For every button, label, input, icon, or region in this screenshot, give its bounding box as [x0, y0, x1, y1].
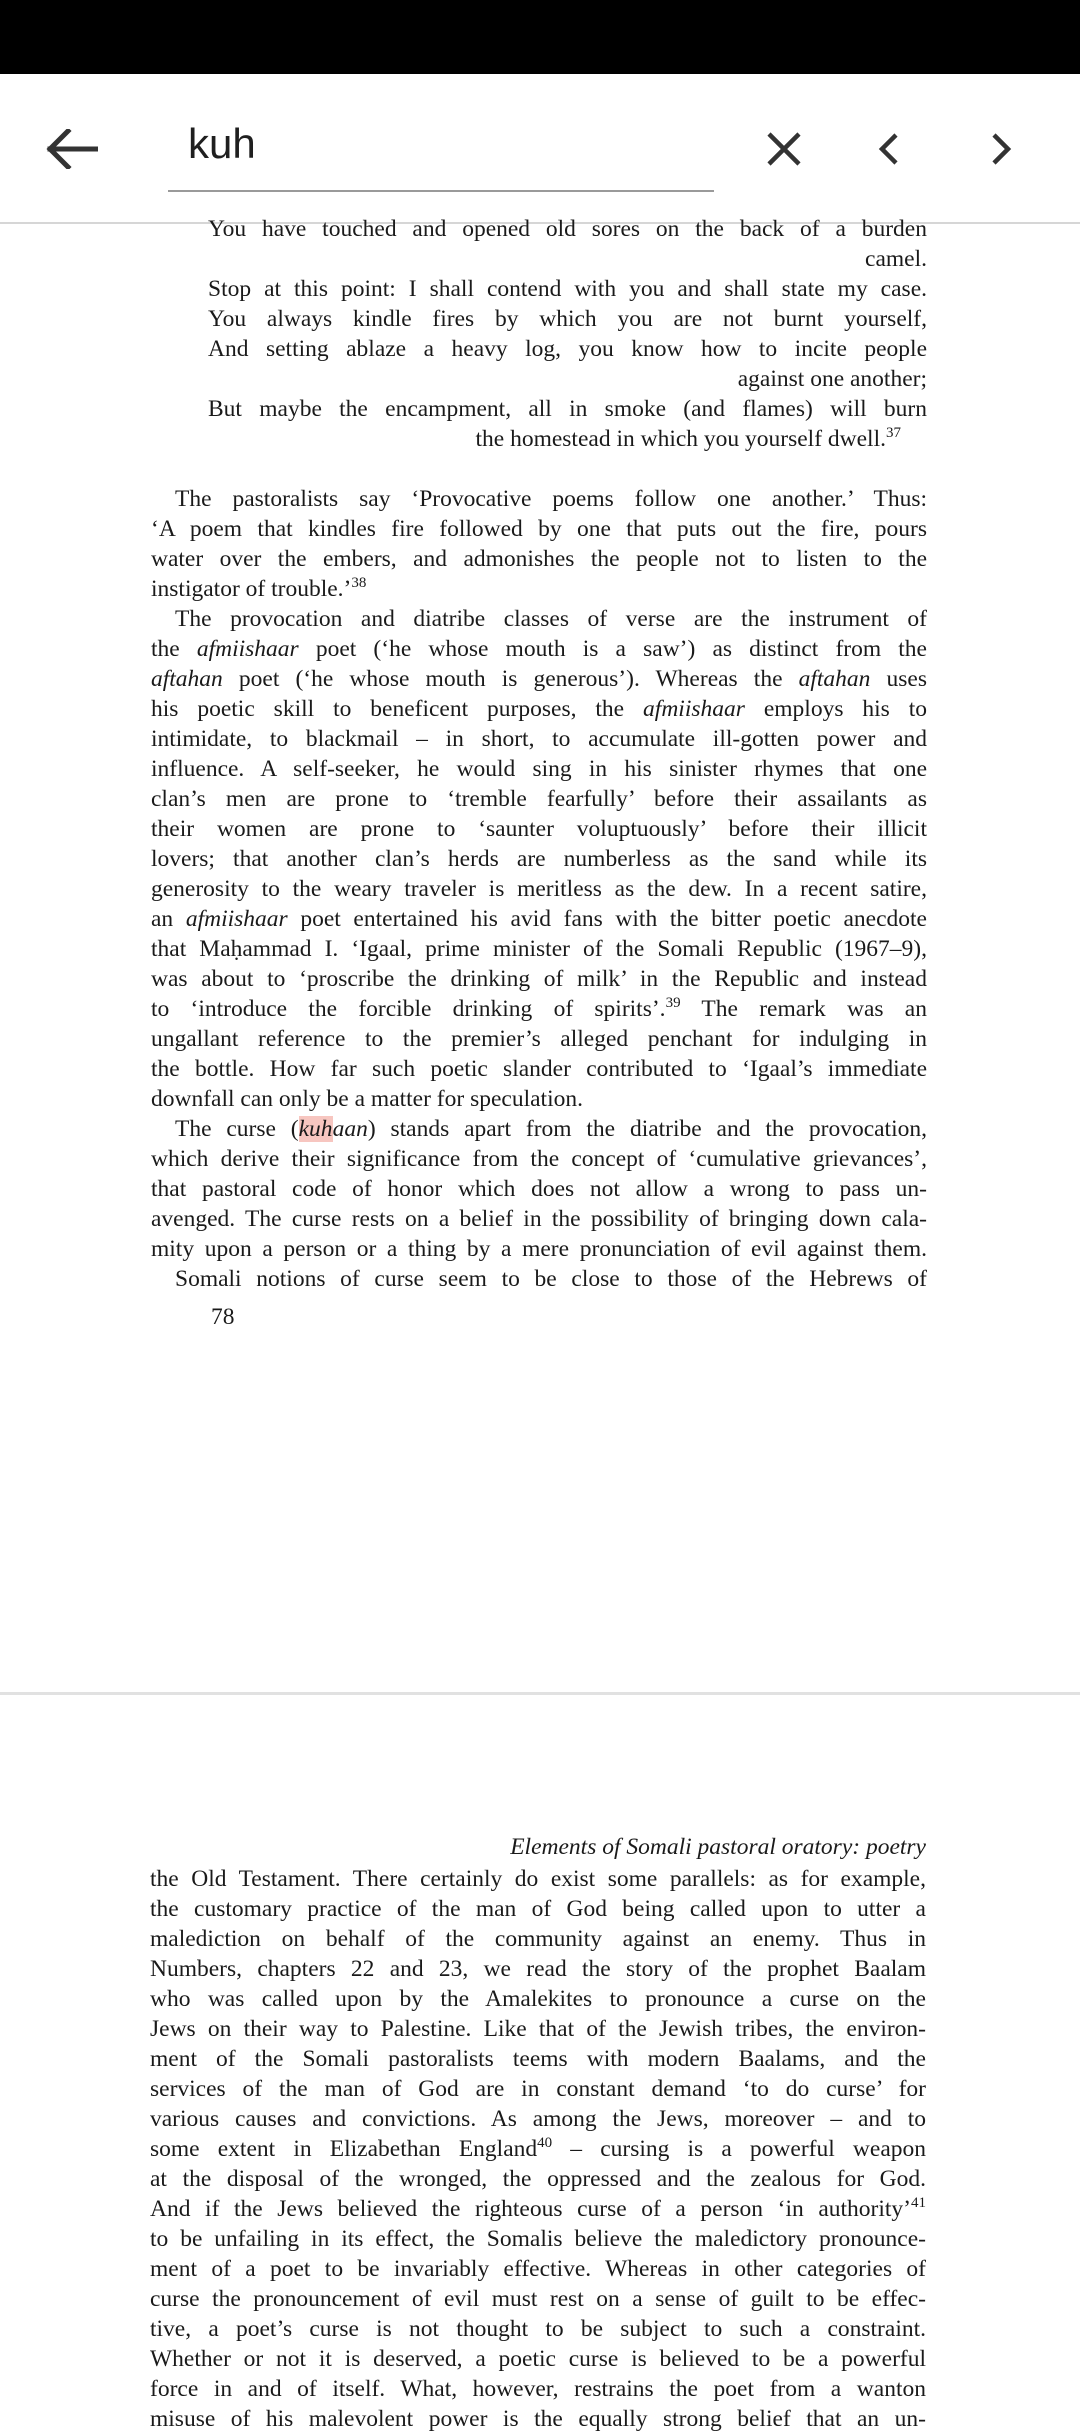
- text-line: tive, a poet’s curse is not thought to be subject to such a constraint.: [150, 2316, 926, 2342]
- text-line: Somali notions of curse seem to be close to those of the Hebrews of: [175, 1266, 927, 1292]
- text-line: Numbers, chapters 22 and 23, we read the story of the prophet Baalam: [150, 1956, 926, 1982]
- italic-term: aftahan: [798, 666, 871, 692]
- text-line: [150, 2194, 926, 2224]
- text-line: their women are prone to ‘saunter voluptuously’ before their illicit: [151, 816, 927, 842]
- text-line: avenged. The curse rests on a belief in the possibility of bringing down cala-: [151, 1206, 927, 1232]
- footnote-ref[interactable]: 41: [911, 2195, 926, 2212]
- text-line: who was called upon by the Amalekites to pronounce a curse on the: [150, 1986, 926, 2012]
- text-span: poet (‘he whose mouth is a saw’) as distinct from the: [298, 636, 927, 662]
- text-line: The pastoralists say ‘Provocative poems follow one another.’ Thus:: [175, 486, 927, 512]
- text-line: The provocation and diatribe classes of verse are the instrument of: [175, 606, 927, 632]
- arrow-left-icon: [46, 129, 98, 169]
- footnote-ref[interactable]: 40: [537, 2135, 553, 2152]
- text-line: mity upon a person or a thing by a mere pronunciation of evil against them.: [151, 1236, 927, 1262]
- italic-term: afmiishaar: [196, 636, 299, 662]
- text-line: [151, 664, 927, 694]
- text-span: poet entertained his avid fans with the bitter poetic anecdote: [287, 906, 927, 932]
- previous-result-button[interactable]: [854, 114, 924, 184]
- page-number: 78: [211, 1304, 235, 1330]
- text-span: And if the Jews believed the righteous curse of a person ‘in authority’: [150, 2196, 911, 2222]
- verse-line: Stop at this point: I shall contend with you and shall state my case.: [208, 276, 927, 302]
- text-span: The remark was an: [680, 996, 927, 1022]
- search-field: [168, 104, 714, 192]
- text-span: The curse (: [175, 1116, 299, 1142]
- text-line: the Old Testament. There certainly do exist some parallels: as for example,: [150, 1866, 926, 1892]
- chevron-left-icon: [878, 133, 900, 165]
- text-line: the bottle. How far such poetic slander contributed to ‘Igaal’s immediate: [151, 1056, 927, 1082]
- text-span: instigator of trouble.’: [151, 576, 352, 602]
- italic-term: afmiishaar: [643, 696, 745, 722]
- text-line: services of the man of God are in constant demand ‘to do curse’ for: [150, 2076, 926, 2102]
- verse-line: You have touched and opened old sores on the back of a burden: [208, 216, 927, 242]
- verse-line: But maybe the encampment, all in smoke (and flames) will burn: [208, 396, 927, 422]
- text-line: various causes and convictions. As among the Jews, moreover – and to: [150, 2106, 926, 2132]
- page-divider: [0, 1692, 1080, 1695]
- text-span: uses: [870, 666, 927, 692]
- text-line: [151, 904, 927, 934]
- text-span: employs his to: [744, 696, 928, 722]
- verse-line: And setting ablaze a heavy log, you know how to incite people: [208, 336, 927, 362]
- text-line: was about to ‘proscribe the drinking of milk’ in the Republic and instead: [151, 966, 927, 992]
- text-line: ment of the Somali pastoralists teems with modern Baalams, and the: [150, 2046, 926, 2072]
- text-line: generosity to the weary traveler is meritless as the dew. In a recent satire,: [151, 876, 927, 902]
- text-line: that Maḥammad I. ‘Igaal, prime minister of the Somali Republic (1967–9),: [151, 936, 927, 962]
- text-line: water over the embers, and admonishes the people not to listen to the: [151, 546, 927, 572]
- verse-line: [475, 424, 901, 454]
- text-line: [151, 694, 927, 724]
- text-span: his poetic skill to beneficent purposes, the: [151, 696, 644, 722]
- text-line: Jews on their way to Palestine. Like that of the Jewish tribes, the environ-: [150, 2016, 926, 2042]
- text-line: the customary practice of the man of God being called upon to utter a: [150, 1896, 926, 1922]
- text-span: poet (‘he whose mouth is generous’). Whereas the: [222, 666, 799, 692]
- text-line: at the disposal of the wronged, the oppressed and the zealous for God.: [150, 2166, 926, 2192]
- verse-line: You always kindle fires by which you are not burnt yourself,: [208, 306, 927, 332]
- search-match-highlight[interactable]: kuh: [298, 1116, 333, 1142]
- text-span: – cursing is a powerful weapon: [552, 2136, 926, 2162]
- status-bar: [0, 0, 1080, 74]
- text-line: force in and of itself. What, however, restrains the poet from a wanton: [150, 2376, 926, 2402]
- text-line: clan’s men are prone to ‘tremble fearfully’ before their assailants as: [151, 786, 927, 812]
- footnote-ref[interactable]: 37: [886, 425, 901, 442]
- text-span: some extent in Elizabethan England: [150, 2136, 538, 2162]
- text-line: curse the pronouncement of evil must rest on a sense of guilt to be effec-: [150, 2286, 926, 2312]
- text-line: misuse of his malevolent power is the equally strong belief that an un-: [150, 2406, 926, 2432]
- text-line: which derive their significance from the concept of ‘cumulative grievances’,: [151, 1146, 927, 1172]
- text-line: lovers; that another clan’s herds are numberless as the sand while its: [151, 846, 927, 872]
- italic-term: afmiishaar: [185, 906, 288, 932]
- text-line: intimidate, to blackmail – in short, to accumulate ill-gotten power and: [151, 726, 927, 752]
- verse-line: camel.: [865, 246, 927, 272]
- text-line: downfall can only be a matter for speculation.: [151, 1086, 583, 1112]
- running-head: Elements of Somali pastoral oratory: poetry: [510, 1834, 926, 1860]
- italic-term: aan: [332, 1116, 368, 1142]
- footnote-ref[interactable]: 39: [665, 995, 681, 1012]
- text-line: ‘A poem that kindles fire followed by one that puts out the fire, pours: [151, 516, 927, 542]
- text-line: ment of a poet to be invariably effective. Whereas in other categories of: [150, 2256, 926, 2282]
- clear-search-button[interactable]: [744, 114, 824, 184]
- back-button[interactable]: [30, 114, 114, 184]
- text-line: Whether or not it is deserved, a poetic curse is believed to be a powerful: [150, 2346, 926, 2372]
- text-line: [151, 634, 927, 664]
- text-line: to be unfailing in its effect, the Somalis believe the maledictory pronounce-: [150, 2226, 926, 2252]
- verse-line: against one another;: [737, 366, 927, 392]
- search-input[interactable]: [188, 114, 688, 174]
- text-span: an: [151, 906, 186, 932]
- next-result-button[interactable]: [966, 114, 1036, 184]
- close-icon: [767, 132, 801, 166]
- text-span: the: [151, 636, 197, 662]
- text-line: malediction on behalf of the community against an enemy. Thus in: [150, 1926, 926, 1952]
- text-line: influence. A self-seeker, he would sing in his sinister rhymes that one: [151, 756, 927, 782]
- footnote-ref[interactable]: 38: [351, 575, 367, 592]
- italic-term: aftahan: [151, 666, 223, 692]
- verse-text: the homestead in which you yourself dwell.: [475, 426, 886, 452]
- text-line: [150, 2134, 926, 2164]
- text-span: to ‘introduce the forcible drinking of spirits’.: [151, 996, 666, 1022]
- text-line: [151, 1114, 927, 1144]
- text-line: [151, 574, 927, 604]
- text-line: [151, 994, 927, 1024]
- chevron-right-icon: [990, 133, 1012, 165]
- text-line: ungallant reference to the premier’s alleged penchant for indulging in: [151, 1026, 927, 1052]
- search-header: [0, 74, 1080, 224]
- text-line: that pastoral code of honor which does not allow a wrong to pass un-: [151, 1176, 927, 1202]
- text-span: ) stands apart from the diatribe and the provocation,: [367, 1116, 927, 1142]
